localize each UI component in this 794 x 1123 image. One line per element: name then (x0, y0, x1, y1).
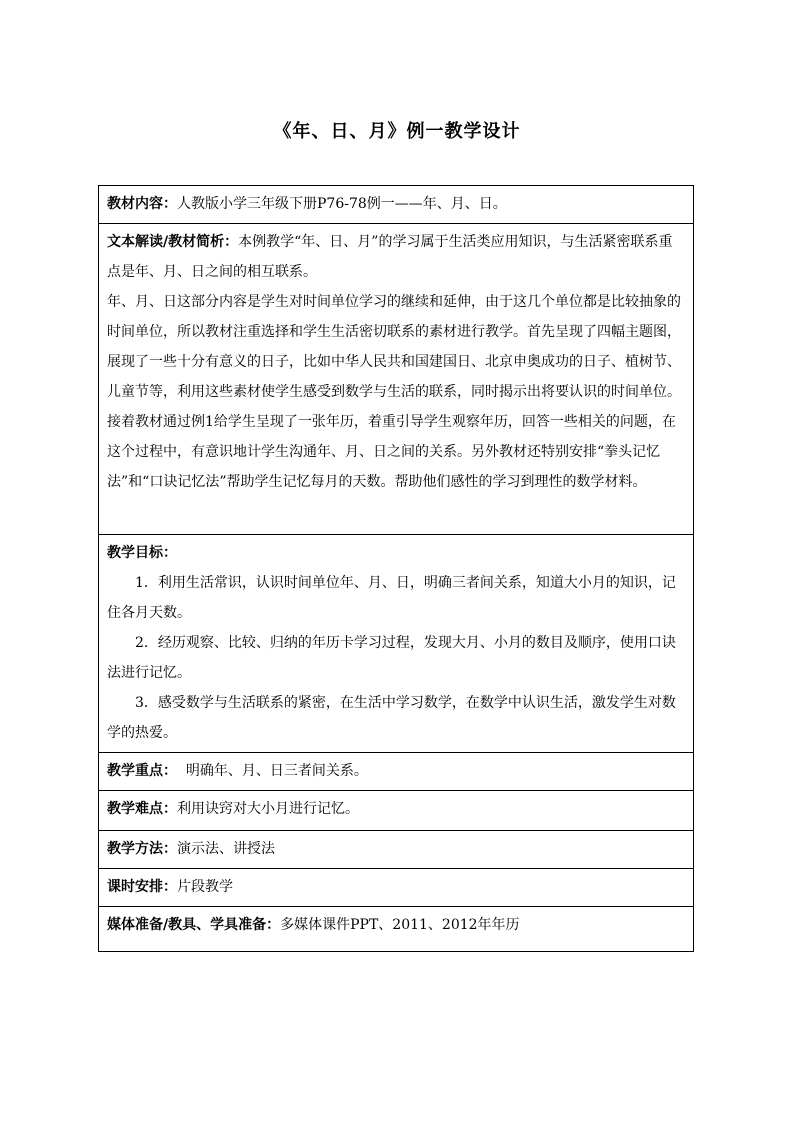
schedule-text: 片段教学 (177, 879, 233, 895)
analysis-label: 文本解读/教材简析： (107, 234, 239, 250)
row-schedule (99, 869, 694, 907)
goal-item-1: 1．利用生活常识，认识时间单位年、月、日，明确三者间关系，知道大小月的知识，记住各月天数。 (107, 575, 676, 621)
row-goals (99, 535, 694, 753)
media-text: 多媒体课件PPT、2011、2012年年历 (280, 917, 520, 933)
goal-item-3: 3．感受数学与生活联系的紧密，在生活中学习数学，在数学中认识生活，激发学生对数学的热爱。 (107, 695, 676, 741)
row-content (99, 186, 694, 224)
document-title: 《年、日、月》例一教学设计 (273, 121, 521, 142)
row-media (99, 907, 694, 952)
method-label: 教学方法： (107, 841, 177, 857)
analysis-paragraph: 年、月、日这部分内容是学生对时间单位学习的继续和延伸，由于这几个单位都是比较抽象的时间单位，所以教材注重选择和学生生活密切联系的素材进行教学。首先呈现了四幅主题图，展现了一些十分有意义的日子，比如中华人民共和国建国日、北京申奥成功的日子、植树节、儿童节等，利用这些素材使学生感受到数学与生活的联系，同时揭示出将要认识的时间单位。接着教材通过例1给学生呈现了一张年历，着重引导学生观察年历，回答一些相关的问题，在这个过程中，有意识地计学生沟通年、月、日之间的关系。另外教材还特别安排“拳头记忆法”和“口诀记忆法”帮助学生记忆每月的天数。帮助他们感性的学习到理性的数学材料。 (107, 294, 681, 490)
row-method (99, 831, 694, 869)
goal-item-2: 2．经历观察、比较、归纳的年历卡学习过程，发现大月、小月的数目及顺序，使用口诀法进行记忆。 (107, 635, 676, 681)
content-label: 教材内容： (107, 196, 177, 212)
row-difficulty (99, 791, 694, 831)
goals-label: 教学目标： (107, 545, 177, 561)
analysis-intro (107, 227, 685, 287)
key-point-label: 教学重点： (107, 763, 177, 779)
method-text: 演示法、讲授法 (177, 841, 275, 857)
row-key-point (99, 753, 694, 791)
analysis-text: 本例教学“年、日、月”的学习属于生活类应用知识，与生活紧密联系重点是年、月、日之间的相互联系。 (107, 234, 673, 280)
lesson-plan-table (98, 185, 694, 952)
row-analysis (99, 224, 694, 535)
content-text: 人教版小学三年级下册P76-78例一——年、月、日。 (177, 196, 507, 212)
difficulty-label: 教学难点： (107, 801, 177, 817)
media-label: 媒体准备/教具、学具准备： (107, 917, 281, 933)
schedule-label: 课时安排： (107, 879, 177, 895)
difficulty-text: 利用诀窍对大小月进行记忆。 (177, 801, 359, 817)
key-point-text: 明确年、月、日三者间关系。 (177, 763, 368, 779)
